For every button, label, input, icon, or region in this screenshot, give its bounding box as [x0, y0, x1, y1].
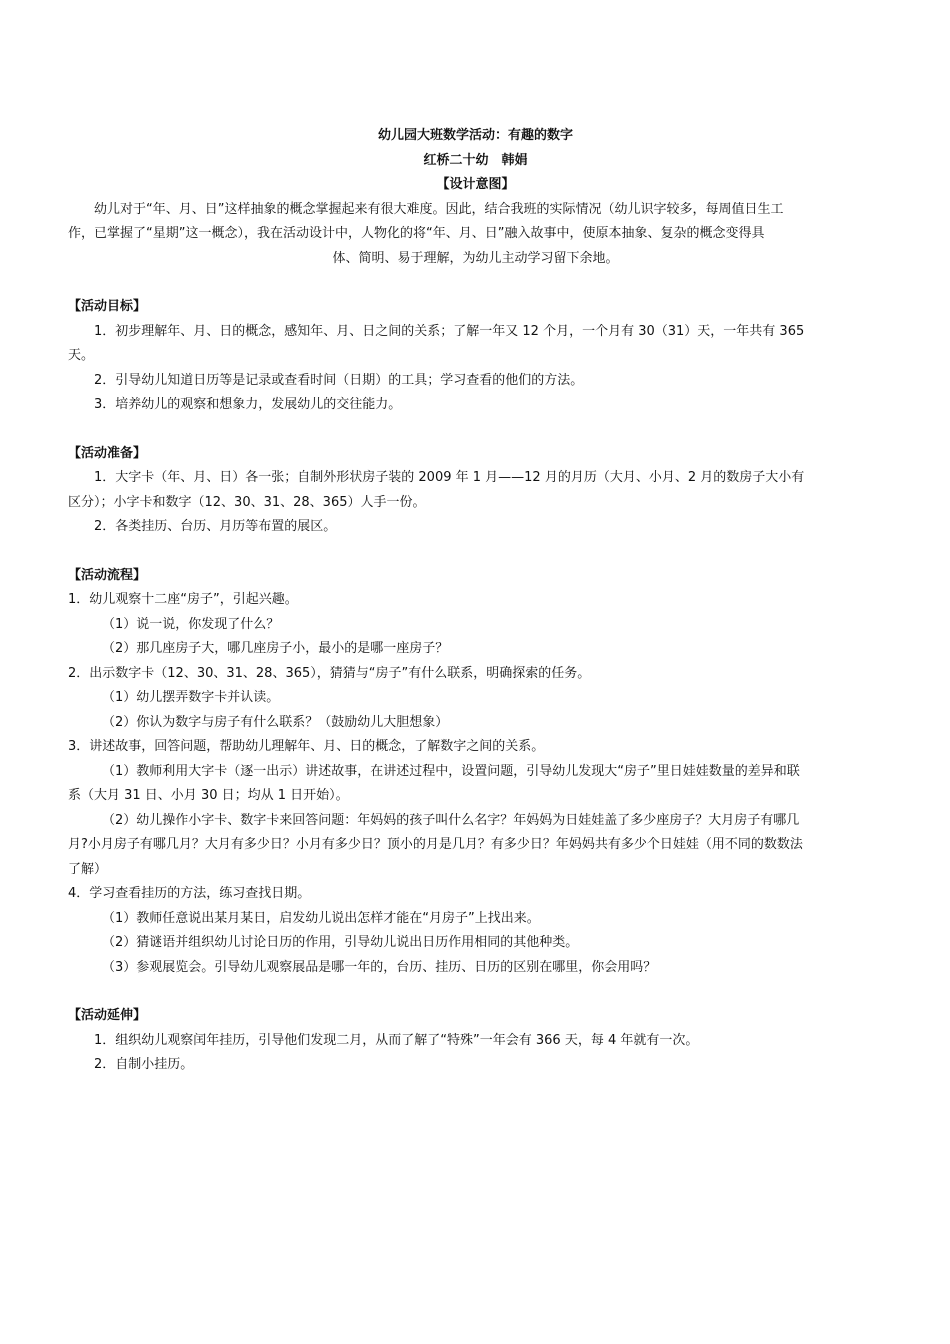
flow-step: 3．讲述故事，回答问题，帮助幼儿理解年、月、日的概念，了解数字之间的关系。 [68, 739, 545, 754]
flow-substep: （1）幼儿摆弄数字卡并认读。 [102, 690, 280, 705]
goal-item: 1．初步理解年、月、日的概念，感知年、月、日之间的关系；了解一年又 12 个月，一个月有 30（31）天，一年共有 365 [94, 323, 805, 339]
flow-substep: （3）参观展览会。引导幼儿观察展品是哪一年的，台历、挂历、日历的区别在哪里，你会用吗？ [102, 959, 657, 975]
flow-substep-continued: 了解） [68, 861, 108, 877]
flow-heading: 【活动流程】 [68, 567, 147, 583]
flow-substep-continued: 月?小月房子有哪几月？大月有多少日？小月有多少日？顶小的月是几月？有多少日？年妈妈共有多少个日娃娃（用不同的数数法 [68, 837, 803, 852]
extension-item: 1．组织幼儿观察闰年挂历，引导他们发现二月，从而了解了“特殊”一年会有 366 天，每 4 年就有一次。 [94, 1032, 699, 1048]
flow-substep: （1）说一说，你发现了什么？ [102, 616, 280, 632]
document-title: 幼儿园大班数学活动：有趣的数字 [377, 128, 573, 143]
flow-substep-continued: 系（大月 31 日、小月 30 日；均从 1 日开始）。 [68, 788, 349, 803]
flow-substep: （1）教师利用大字卡（逐一出示）讲述故事，在讲述过程中，设置问题，引导幼儿发现大“房子”里日娃娃数量的差异和联 [102, 763, 800, 779]
goals-heading: 【活动目标】 [68, 299, 147, 314]
flow-substep: （2）那几座房子大，哪几座房子小，最小的是哪一座房子？ [102, 641, 449, 656]
flow-substep: （2）猜谜语并组织幼儿讨论日历的作用，引导幼儿说出日历作用相同的其他种类。 [102, 935, 579, 950]
prep-item: 1．大字卡（年、月、日）各一张；自制外形状房子装的 2009 年 1 月——12 月的月历（大月、小月、2 月的数房子大小有 [94, 470, 805, 485]
flow-substep: （2）你认为数字与房子有什么联系？（鼓励幼儿大胆想象） [102, 714, 449, 730]
document-author: 红桥二十幼 韩娟 [423, 152, 528, 168]
flow-substep: （2）幼儿操作小字卡、数字卡来回答问题：年妈妈的孩子叫什么名字？年妈妈为日娃娃盖了多少座房子？大月房子有哪几 [102, 812, 800, 828]
design-intent-heading: 【设计意图】 [436, 177, 515, 192]
flow-step: 4．学习查看挂历的方法，练习查找日期。 [68, 886, 311, 901]
extension-item: 2．自制小挂历。 [94, 1057, 194, 1072]
design-intent-paragraph [68, 198, 883, 272]
extension-heading: 【活动延伸】 [68, 1008, 147, 1023]
goal-item-continued: 天。 [68, 348, 95, 363]
design-intent-line: 体、简明、易于理解，为幼儿主动学习留下余地。 [332, 250, 619, 266]
design-intent-line: 作，已掌握了“星期”这一概念），我在活动设计中，人物化的将“年、月、日”融入故事中，使原本抽象、复杂的概念变得具 [68, 226, 765, 241]
document-page [68, 124, 883, 1078]
design-intent-line: 幼儿对于“年、月、日”这样抽象的概念掌握起来有很大难度。因此，结合我班的实际情况（幼儿识字较多，每周值日生工 [94, 201, 784, 217]
goal-item: 3．培养幼儿的观察和想象力，发展幼儿的交往能力。 [94, 397, 402, 412]
prep-item-continued: 区分）；小字卡和数字（12、30、31、28、365）人手一份。 [68, 494, 426, 510]
flow-substep: （1）教师任意说出某月某日，启发幼儿说出怎样才能在“月房子”上找出来。 [102, 910, 540, 926]
flow-step: 2．出示数字卡（12、30、31、28、365），猜猜与“房子”有什么联系，明确探索的任务。 [68, 665, 591, 681]
prep-heading: 【活动准备】 [68, 445, 147, 461]
prep-item: 2．各类挂历、台历、月历等布置的展区。 [94, 519, 337, 534]
flow-step: 1．幼儿观察十二座“房子”，引起兴趣。 [68, 592, 298, 607]
goal-item: 2．引导幼儿知道日历等是记录或查看时间（日期）的工具；学习查看的他们的方法。 [94, 372, 584, 388]
